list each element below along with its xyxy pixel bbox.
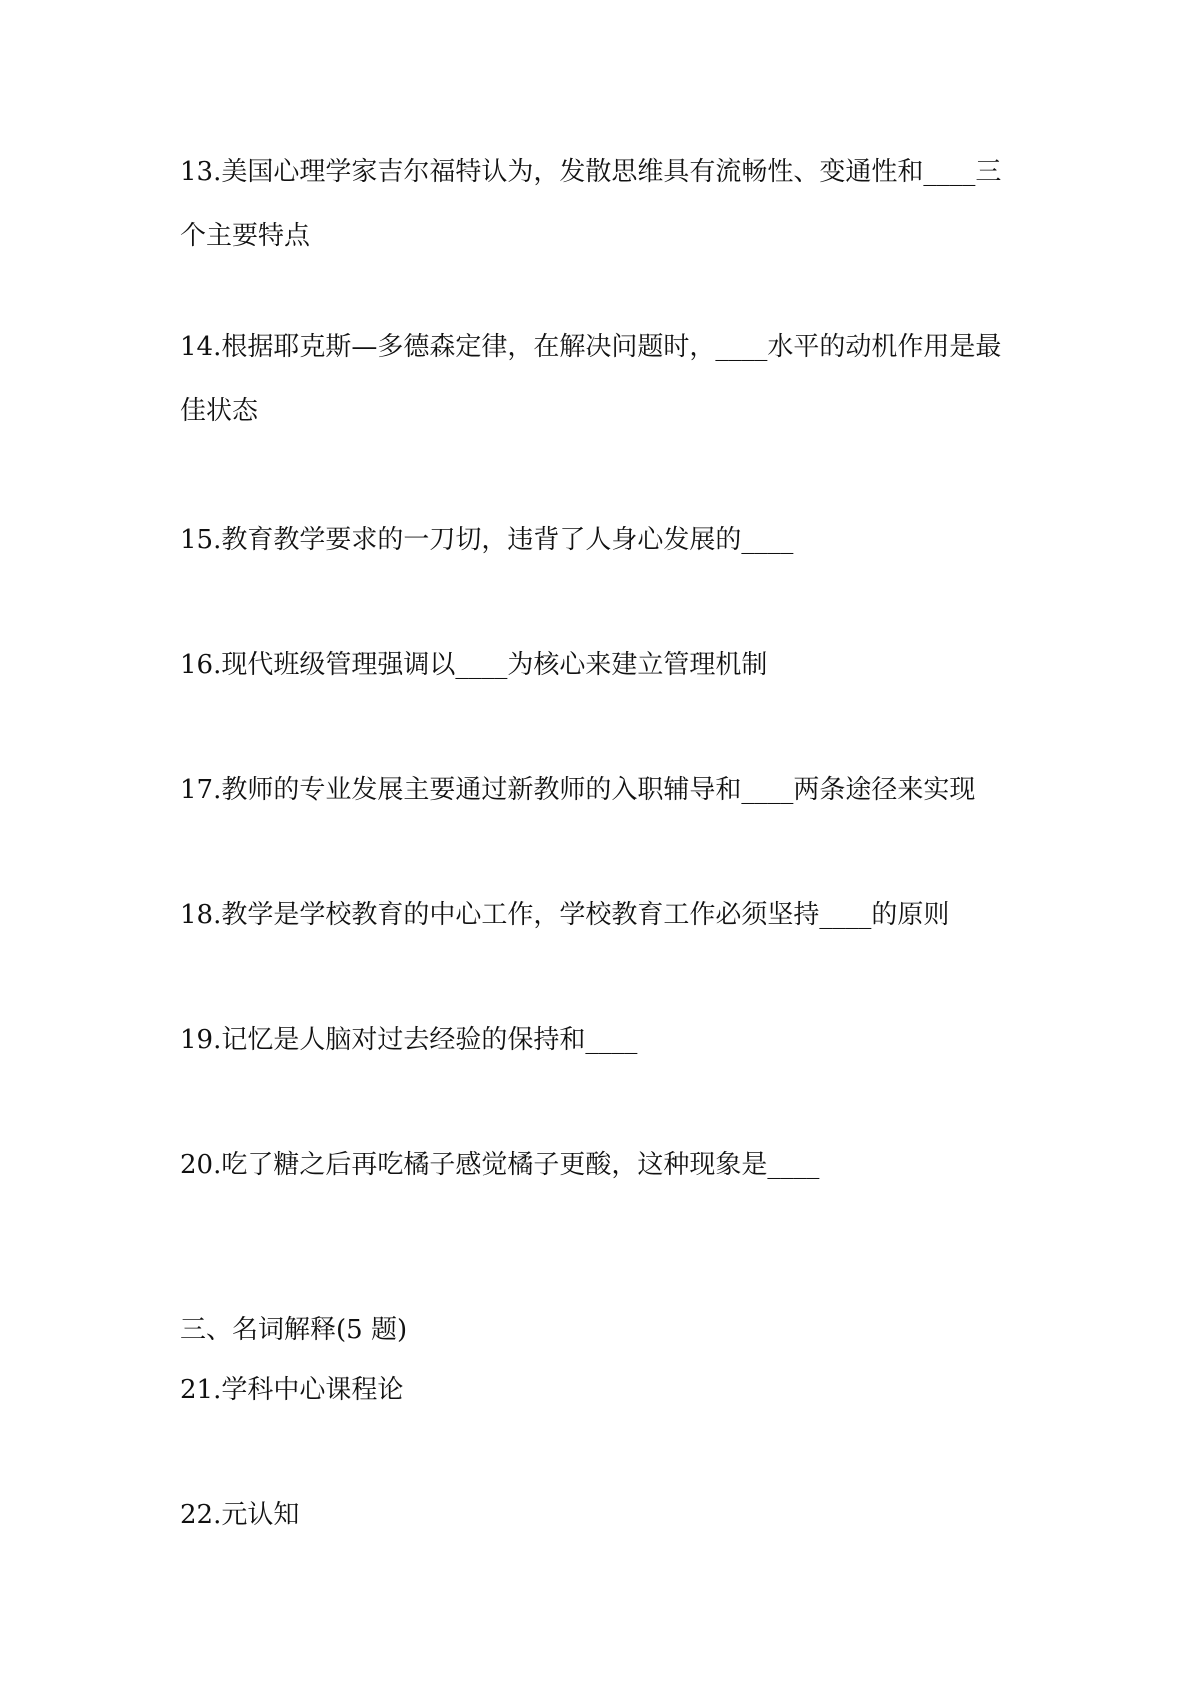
- question-16: 16.现代班级管理强调以____为核心来建立管理机制: [180, 650, 768, 680]
- question-20: 20.吃了糖之后再吃橘子感觉橘子更酸，这种现象是____: [180, 1150, 820, 1180]
- section-title-term-explanation: 三、名词解释(5 题): [180, 1315, 408, 1345]
- question-13: 13.美国心理学家吉尔福特认为，发散思维具有流畅性、变通性和____三个主要特点: [180, 157, 1002, 251]
- question-18: 18.教学是学校教育的中心工作，学校教育工作必须坚持____的原则: [180, 900, 950, 930]
- question-17: 17.教师的专业发展主要通过新教师的入职辅导和____两条途径来实现: [180, 775, 976, 805]
- question-19: 19.记忆是人脑对过去经验的保持和____: [180, 1025, 638, 1055]
- term-21: 21.学科中心课程论: [180, 1375, 404, 1405]
- question-15: 15.教育教学要求的一刀切，违背了人身心发展的____: [180, 525, 794, 555]
- term-22: 22.元认知: [180, 1500, 300, 1530]
- question-14: 14.根据耶克斯—多德森定律，在解决问题时，____水平的动机作用是最佳状态: [180, 332, 1002, 426]
